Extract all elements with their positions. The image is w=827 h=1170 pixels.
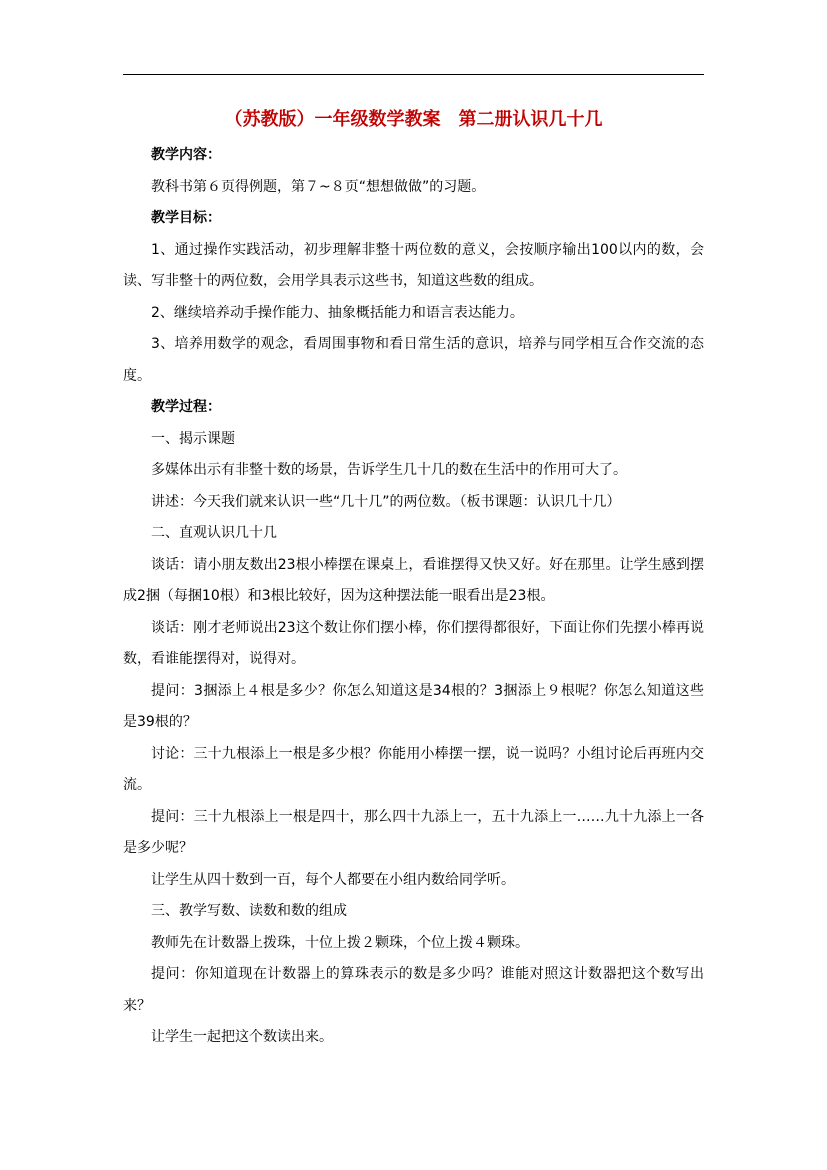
paragraph: 二、直观认识几十几 xyxy=(151,525,277,541)
paragraph: 提问：3捆添上４根是多少？你怎么知道这是34根的？3捆添上９根呢？你怎么知道这些是39根的？ xyxy=(123,682,704,730)
paragraph: 一、揭示课题 xyxy=(151,430,235,447)
paragraph: 三、教学写数、读数和数的组成 xyxy=(151,903,347,919)
paragraph: 教师先在计数器上拨珠，十位上拨２颗珠，个位上拨４颗珠。 xyxy=(151,934,529,951)
document-title: （苏教版）一年级数学教案 第二册认识几十几 xyxy=(224,109,603,130)
paragraph: 讨论：三十九根添上一根是多少根？你能用小棒摆一摆，说一说吗？小组讨论后再班内交流。 xyxy=(123,745,704,793)
paragraph: 谈话：请小朋友数出23根小棒摆在课桌上，看谁摆得又快又好。好在那里。让学生感到摆成2捆（每捆10根）和3根比较好，因为这种摆法能一眼看出是23根。 xyxy=(123,556,704,604)
paragraph: 谈话：刚才老师说出23这个数让你们摆小棒，你们摆得都很好，下面让你们先摆小棒再说数，看谁能摆得对，说得对。 xyxy=(123,619,704,667)
section-heading: 教学目标： xyxy=(151,210,221,226)
paragraph: 教科书第６页得例题，第７~８页“想想做做”的习题。 xyxy=(151,178,486,195)
header-rule xyxy=(123,74,704,75)
section-heading: 教学内容： xyxy=(151,147,221,163)
paragraph: 让学生一起把这个数读出来。 xyxy=(151,1029,333,1045)
paragraph: 讲述：今天我们就来认识一些“几十几”的两位数。（板书课题：认识几十几） xyxy=(151,493,621,510)
paragraph: 让学生从四十数到一百，每个人都要在小组内数给同学听。 xyxy=(151,871,515,888)
paragraph: 1、通过操作实践活动，初步理解非整十两位数的意义，会按顺序输出100以内的数，会读、写非整十的两位数，会用学具表示这些书，知道这些数的组成。 xyxy=(123,241,704,289)
paragraph: 3、培养用数学的观念，看周围事物和看日常生活的意识，培养与同学相互合作交流的态度。 xyxy=(123,336,704,384)
paragraph: 提问：你知道现在计数器上的算珠表示的数是多少吗？谁能对照这计数器把这个数写出来？ xyxy=(123,966,704,1014)
paragraph: 2、继续培养动手操作能力、抽象概括能力和语言表达能力。 xyxy=(151,304,524,321)
paragraph: 多媒体出示有非整十数的场景，告诉学生几十几的数在生活中的作用可大了。 xyxy=(151,462,627,478)
document-body xyxy=(123,140,704,1054)
paragraph: 提问：三十九根添上一根是四十，那么四十九添上一，五十九添上一……九十九添上一各是多少呢？ xyxy=(123,808,704,856)
section-heading: 教学过程： xyxy=(151,399,221,415)
